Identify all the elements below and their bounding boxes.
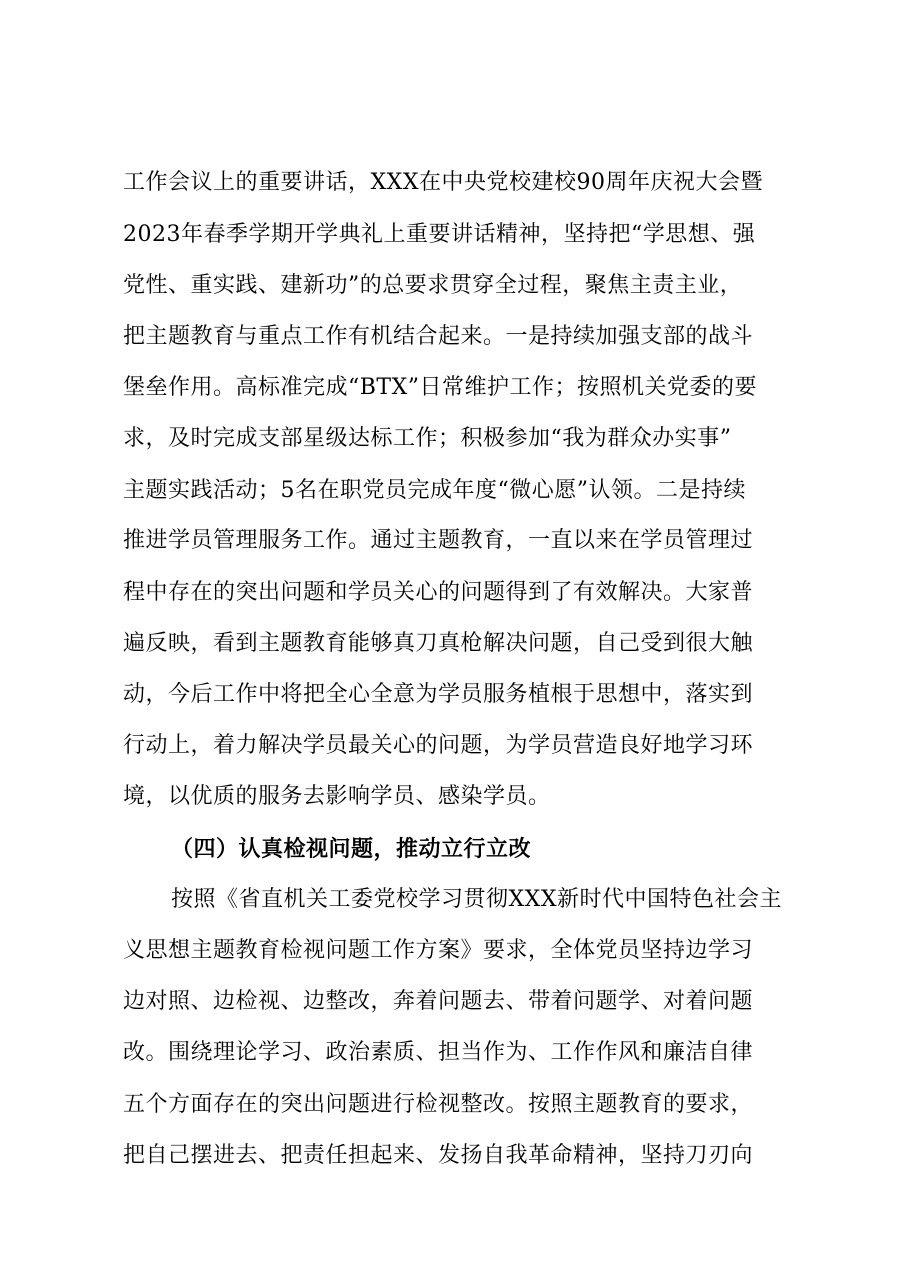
paragraph-line: 把自己摆进去、把责任担起来、发扬自我革命精神，坚持刀刃向 xyxy=(123,1143,754,1168)
paragraph-line: 2023年春季学期开学典礼上重要讲话精神，坚持把“学思想、强 xyxy=(123,222,756,247)
paragraph-line: 义思想主题教育检视问题工作方案》要求，全体党员坚持边学习 xyxy=(123,938,754,963)
paragraph-line: 程中存在的突出问题和学员关心的问题得到了有效解决。大家普 xyxy=(123,580,754,605)
paragraph-line: 遍反映，看到主题教育能够真刀真枪解决问题，自己受到很大触 xyxy=(123,631,754,656)
paragraph-line: 边对照、边检视、边整改，奔着问题去、带着问题学、对着问题 xyxy=(123,989,754,1014)
paragraph-line: 按照《省直机关工委党校学习贯彻XXX新时代中国特色社会主 xyxy=(171,887,782,912)
paragraph-line: 改。围绕理论学习、政治素质、担当作为、工作作风和廉洁自律 xyxy=(123,1040,754,1065)
paragraph-line: 堡垒作用。高标准完成“BTX”日常维护工作；按照机关党委的要 xyxy=(123,375,757,400)
paragraph-line: 把主题教育与重点工作有机结合起来。一是持续加强支部的战斗 xyxy=(123,324,754,349)
paragraph-line: 工作会议上的重要讲话，XXX在中央党校建校90周年庆祝大会暨 xyxy=(123,170,763,195)
paragraph-line: 境，以优质的服务去影响学员、感染学员。 xyxy=(123,784,551,809)
section-heading: （四）认真检视问题，推动立行立改 xyxy=(171,836,532,862)
paragraph-line: 动，今后工作中将把全心全意为学员服务植根于思想中，落实到 xyxy=(123,682,754,707)
paragraph-line: 行动上，着力解决学员最关心的问题，为学员营造良好地学习环 xyxy=(123,733,754,758)
paragraph-line: 五个方面存在的突出问题进行检视整改。按照主题教育的要求， xyxy=(123,1092,754,1117)
paragraph-line: 主题实践活动；5名在职党员完成年度“微心愿”认领。二是持续 xyxy=(123,478,746,503)
paragraph-line: 求，及时完成支部星级达标工作；积极参加“我为群众办实事” xyxy=(123,426,732,451)
paragraph-line: 推进学员管理服务工作。通过主题教育，一直以来在学员管理过 xyxy=(123,528,754,553)
paragraph-line: 党性、重实践、建新功”的总要求贯穿全过程，聚焦主责主业， xyxy=(123,273,743,298)
